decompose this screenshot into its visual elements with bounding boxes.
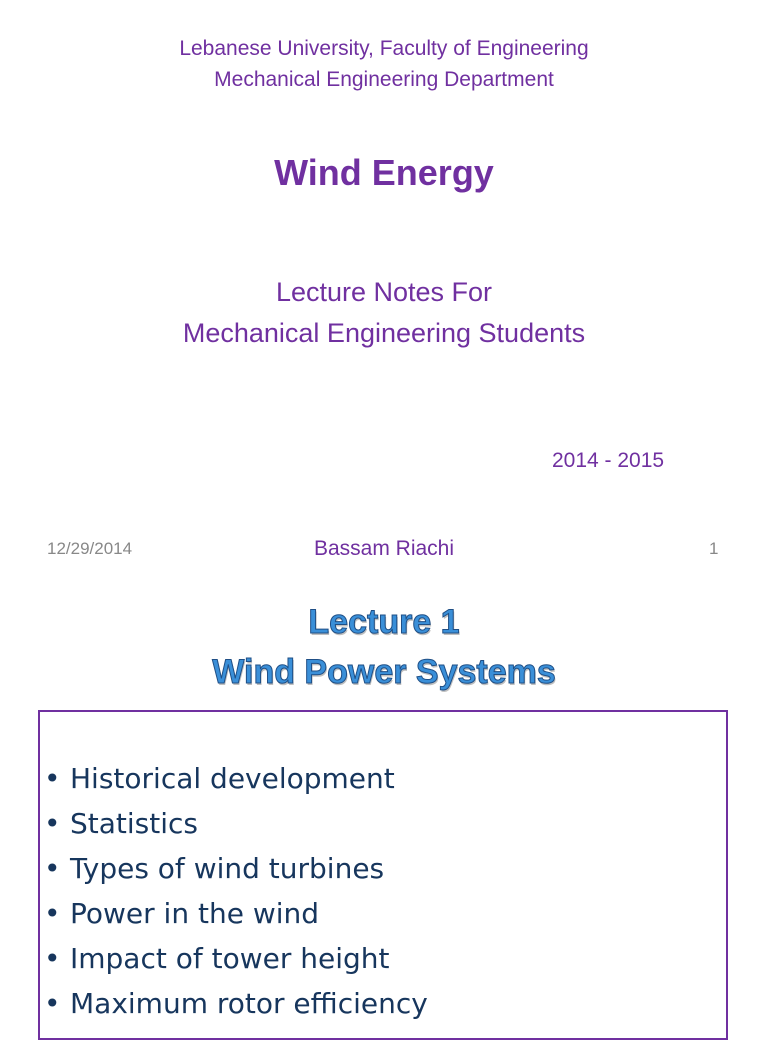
bullet-item xyxy=(44,981,428,1026)
footer-author: Bassam Riachi xyxy=(313,537,455,560)
bullet-item xyxy=(44,756,428,801)
lecture-topic-heading: Wind Power Systems xyxy=(212,653,556,691)
bullet-text: Historical development xyxy=(70,762,395,795)
academic-year: 2014 - 2015 xyxy=(552,449,665,472)
bullet-marker: • xyxy=(44,897,61,930)
bullet-marker: • xyxy=(44,807,61,840)
institution-name: Lebanese University, Faculty of Engineering xyxy=(179,37,589,60)
bullet-marker: • xyxy=(44,852,61,885)
bullet-item xyxy=(44,891,428,936)
bullet-marker: • xyxy=(44,762,61,795)
bullet-text: Impact of tower height xyxy=(70,942,390,975)
bullet-item xyxy=(44,846,428,891)
bullet-list xyxy=(44,756,428,1026)
bullet-text: Types of wind turbines xyxy=(70,852,385,885)
bullet-marker: • xyxy=(44,942,61,975)
bullet-text: Statistics xyxy=(70,807,198,840)
lecture-slide xyxy=(0,576,768,1024)
bullet-item xyxy=(44,801,428,846)
bullet-marker: • xyxy=(44,987,61,1020)
subtitle-line-1: Lecture Notes For xyxy=(275,277,493,307)
bullet-text: Maximum rotor efficiency xyxy=(70,987,428,1020)
bullet-item xyxy=(44,936,428,981)
page-number: 1 xyxy=(709,539,719,558)
slide-title: Wind Energy xyxy=(274,152,494,193)
lecture-number-heading: Lecture 1 xyxy=(308,603,460,641)
department-name: Mechanical Engineering Department xyxy=(214,68,554,91)
subtitle-line-2: Mechanical Engineering Students xyxy=(182,318,586,348)
footer-date: 12/29/2014 xyxy=(47,539,133,558)
bullet-text: Power in the wind xyxy=(70,897,320,930)
